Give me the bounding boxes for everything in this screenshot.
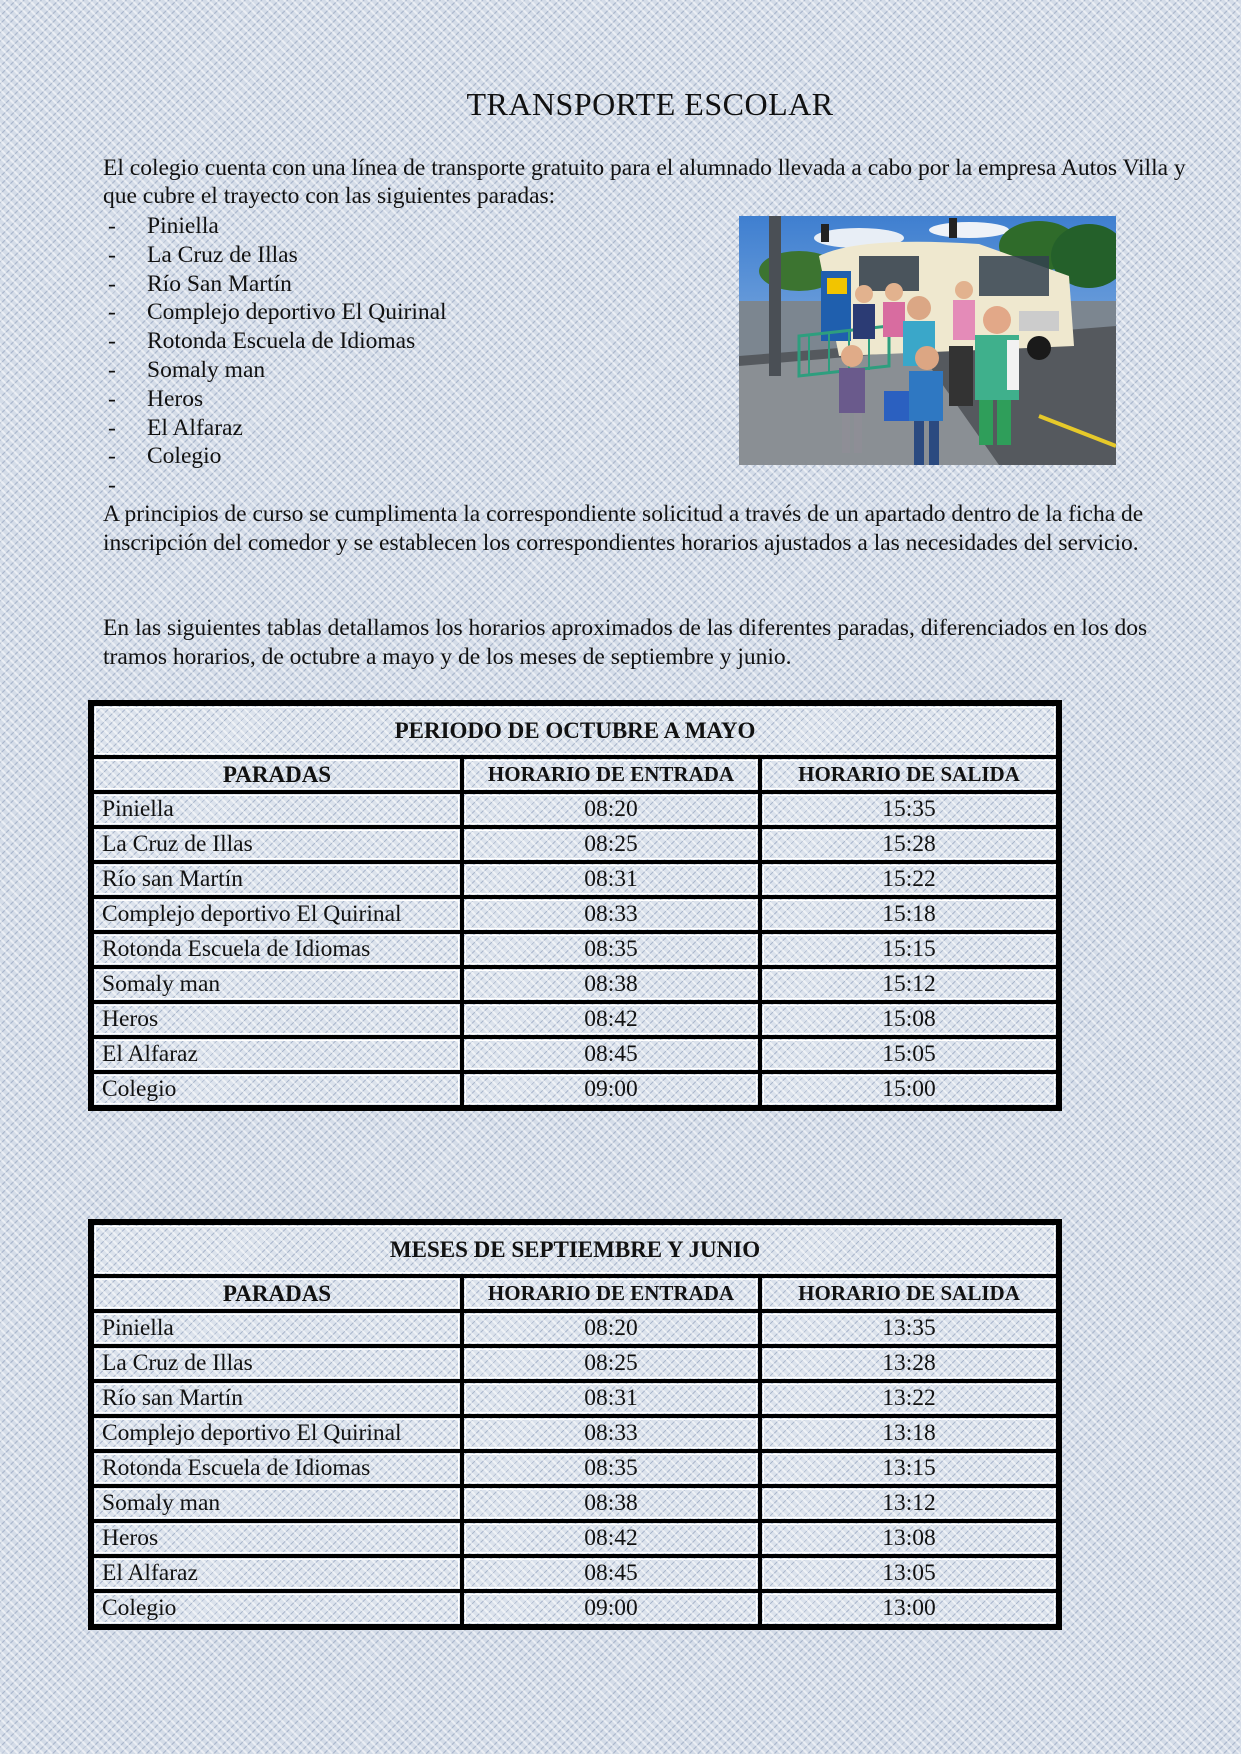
entry-time-cell: 08:25	[464, 1348, 758, 1379]
entry-time-cell: 08:45	[464, 1039, 758, 1070]
exit-time-cell: 13:18	[762, 1418, 1056, 1449]
school-bus-photo	[739, 216, 1116, 465]
entry-time-cell: 08:45	[464, 1558, 758, 1589]
stop-cell: La Cruz de Illas	[94, 1348, 460, 1379]
entry-time-cell: 08:20	[464, 794, 758, 825]
entry-time-cell: 08:35	[464, 1453, 758, 1484]
list-item: - Colegio	[108, 443, 222, 470]
exit-time-cell: 13:05	[762, 1558, 1056, 1589]
exit-time-cell: 13:00	[762, 1593, 1056, 1624]
intro-paragraph: El colegio cuenta con una línea de transporte gratuito para el alumnado llevada a cabo por la empresa Autos Villa y que cubre el trayecto con las siguientes paradas:	[103, 155, 1186, 209]
list-item: - Complejo deportivo El Quirinal	[108, 299, 447, 326]
list-item: - Heros	[108, 385, 204, 412]
schedule-table-september-june	[88, 1219, 1062, 1630]
entry-time-cell: 08:31	[464, 864, 758, 895]
entry-time-cell: 08:42	[464, 1523, 758, 1554]
stop-cell: Piniella	[94, 1313, 460, 1344]
table-row	[94, 969, 1056, 1000]
column-header: PARADAS	[94, 1278, 460, 1309]
exit-time-cell: 15:00	[762, 1074, 1056, 1105]
exit-time-cell: 15:35	[762, 794, 1056, 825]
table-header-row	[94, 1278, 1056, 1309]
entry-time-cell: 08:33	[464, 1418, 758, 1449]
list-item: - Piniella	[108, 213, 219, 239]
schedule-intro-paragraph: En las siguientes tablas detallamos los horarios aproximados de las diferentes paradas, diferenciados en los dos tramos horarios, de octubre a mayo y de los meses de septiembre y junio.	[103, 615, 1148, 670]
entry-time-cell: 08:33	[464, 899, 758, 930]
table-row	[94, 1313, 1056, 1344]
stop-list: - Piniella - La Cruz de Illas - Río San Martín - Complejo deportivo El Quirinal - Rotonda Escuela de Idiomas - Somaly man - Heros - El Alfaraz - Colegio -	[103, 212, 447, 471]
schedule-table-october-may	[88, 700, 1062, 1111]
column-header: HORARIO DE SALIDA	[762, 759, 1056, 790]
stop-cell: Río san Martín	[94, 1383, 460, 1414]
page-title: TRANSPORTE ESCOLAR	[466, 86, 834, 122]
entry-time-cell: 09:00	[464, 1593, 758, 1624]
exit-time-cell: 15:22	[762, 864, 1056, 895]
exit-time-cell: 13:35	[762, 1313, 1056, 1344]
exit-time-cell: 13:22	[762, 1383, 1056, 1414]
list-item: - Somaly man	[108, 356, 266, 383]
column-header: HORARIO DE SALIDA	[762, 1278, 1056, 1309]
exit-time-cell: 13:15	[762, 1453, 1056, 1484]
table-row	[94, 1523, 1056, 1554]
table-row	[94, 1488, 1056, 1519]
table-row	[94, 1039, 1056, 1070]
table-header-row	[94, 759, 1056, 790]
exit-time-cell: 15:15	[762, 934, 1056, 965]
exit-time-cell: 15:12	[762, 969, 1056, 1000]
table-row	[94, 934, 1056, 965]
table-row	[94, 1004, 1056, 1035]
stop-cell: La Cruz de Illas	[94, 829, 460, 860]
exit-time-cell: 15:08	[762, 1004, 1056, 1035]
exit-time-cell: 13:28	[762, 1348, 1056, 1379]
column-header: PARADAS	[94, 759, 460, 790]
table-row	[94, 899, 1056, 930]
stop-cell: Complejo deportivo El Quirinal	[94, 899, 460, 930]
stop-cell: Colegio	[94, 1593, 460, 1624]
exit-time-cell: 13:12	[762, 1488, 1056, 1519]
table-title: MESES DE SEPTIEMBRE Y JUNIO	[94, 1225, 1056, 1274]
list-item: - La Cruz de Illas	[108, 241, 298, 268]
table-row	[94, 1074, 1056, 1105]
entry-time-cell: 09:00	[464, 1074, 758, 1105]
entry-time-cell: 08:25	[464, 829, 758, 860]
list-item: - El Alfaraz	[108, 414, 243, 441]
stop-cell: Somaly man	[94, 969, 460, 1000]
exit-time-cell: 13:08	[762, 1523, 1056, 1554]
stop-cell: Río san Martín	[94, 864, 460, 895]
stop-cell: El Alfaraz	[94, 1039, 460, 1070]
stop-cell: Heros	[94, 1523, 460, 1554]
table-row	[94, 1453, 1056, 1484]
exit-time-cell: 15:05	[762, 1039, 1056, 1070]
table-row	[94, 794, 1056, 825]
list-item: - Río San Martín	[108, 270, 292, 297]
table-title-row	[94, 706, 1056, 755]
column-header: HORARIO DE ENTRADA	[464, 759, 758, 790]
list-item: - Rotonda Escuela de Idiomas	[108, 328, 416, 355]
entry-time-cell: 08:31	[464, 1383, 758, 1414]
table-row	[94, 1558, 1056, 1589]
exit-time-cell: 15:18	[762, 899, 1056, 930]
stop-cell: Piniella	[94, 794, 460, 825]
entry-time-cell: 08:38	[464, 969, 758, 1000]
entry-time-cell: 08:20	[464, 1313, 758, 1344]
stop-cell: El Alfaraz	[94, 1558, 460, 1589]
enrollment-paragraph: A principios de curso se cumplimenta la correspondiente solicitud a través de un apartado dentro de la ficha de inscripción del comedor y se establecen los correspondientes horarios ajustados a las necesidades del servicio.	[103, 501, 1144, 556]
exit-time-cell: 15:28	[762, 829, 1056, 860]
entry-time-cell: 08:42	[464, 1004, 758, 1035]
stop-cell: Rotonda Escuela de Idiomas	[94, 934, 460, 965]
table-row	[94, 1418, 1056, 1449]
table-row	[94, 1593, 1056, 1624]
table-row	[94, 829, 1056, 860]
stop-cell: Colegio	[94, 1074, 460, 1105]
stop-cell: Rotonda Escuela de Idiomas	[94, 1453, 460, 1484]
stop-cell: Complejo deportivo El Quirinal	[94, 1418, 460, 1449]
table-row	[94, 1348, 1056, 1379]
table-title: PERIODO DE OCTUBRE A MAYO	[94, 706, 1056, 755]
table-row	[94, 1383, 1056, 1414]
table-title-row	[94, 1225, 1056, 1274]
entry-time-cell: 08:38	[464, 1488, 758, 1519]
table-row	[94, 864, 1056, 895]
stop-cell: Heros	[94, 1004, 460, 1035]
stop-cell: Somaly man	[94, 1488, 460, 1519]
column-header: HORARIO DE ENTRADA	[464, 1278, 758, 1309]
entry-time-cell: 08:35	[464, 934, 758, 965]
